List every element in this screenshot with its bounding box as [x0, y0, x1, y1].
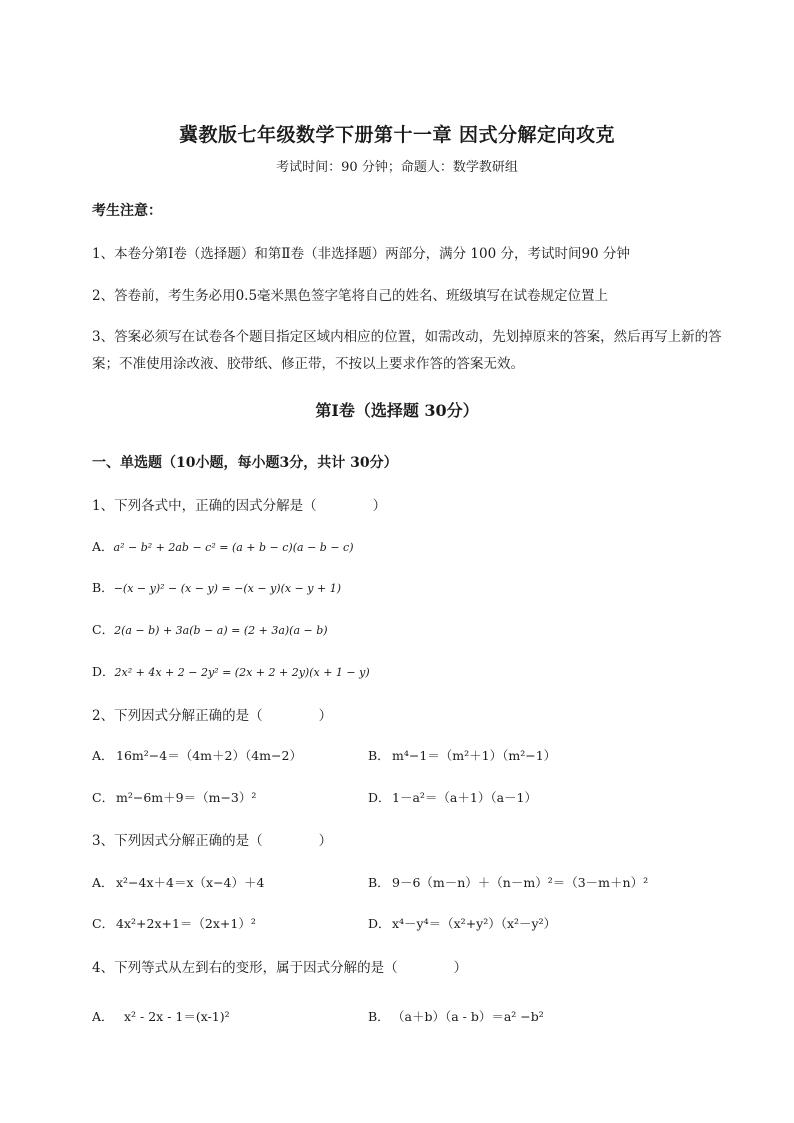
notice-item-3: 3、答案必须写在试卷各个题目指定区域内相应的位置，如需改动，先划掉原来的答案，然后再写上新的答案；不准使用涂改液、胶带纸、修正带，不按以上要求作答的答案无效。 — [92, 329, 722, 372]
question-2-stem — [92, 704, 332, 724]
question-3-option-d-text: x⁴－y⁴＝（x²+y²）（x²－y²） — [392, 916, 557, 931]
question-3-option-a: A． — [92, 875, 114, 890]
notice-heading: 考生注意： — [92, 203, 162, 219]
question-3-option-c-text: 4x²+2x+1＝（2x+1）² — [116, 916, 256, 931]
question-2-paren-end: ） — [318, 708, 333, 724]
option-formula: a² − b² + 2ab − c² = (a + b − c)(a − b − c) — [113, 541, 354, 554]
question-4-option-a-text: x² - 2x - 1＝(x-1)² — [124, 1009, 230, 1024]
question-3-text: 3、下列因式分解正确的是（ — [92, 833, 263, 849]
option-label: B． — [92, 580, 114, 595]
question-2-option-b-text: m⁴−1＝（m²＋1）（m²−1） — [392, 748, 557, 763]
question-1-stem — [92, 494, 386, 514]
question-2-text: 2、下列因式分解正确的是（ — [92, 708, 263, 724]
question-1-paren-end: ） — [372, 498, 387, 514]
question-2-option-b: B． — [368, 748, 390, 763]
exam-info: 考试时间：90 分钟；命题人：数学教研组 — [276, 160, 518, 175]
option-label: D． — [92, 664, 115, 679]
option-formula: 2x² + 4x + 2 − 2y² = (2x + 2 + 2y)(x + 1 − y) — [114, 666, 370, 679]
page-title: 冀教版七年级数学下册第十一章 因式分解定向攻克 — [178, 124, 616, 146]
option-formula: 2(a − b) + 3a(b − a) = (2 + 3a)(a − b) — [114, 624, 328, 637]
option-formula: −(x − y)² − (x − y) = −(x − y)(x − y + 1) — [113, 582, 342, 595]
question-2-option-d: D． — [368, 790, 391, 805]
question-2-option-c: C． — [92, 790, 115, 805]
question-3-paren-end: ） — [318, 833, 333, 849]
section-title: 第Ⅰ卷（选择题 30分） — [315, 401, 479, 420]
question-4-stem — [92, 956, 467, 976]
question-2-option-d-text: 1－a²＝（a＋1）（a－1） — [392, 790, 537, 805]
question-3-option-b: B． — [368, 875, 390, 890]
question-4-option-b-text: （a＋b）（a - b）＝a² −b² — [392, 1009, 544, 1024]
option-label: C． — [92, 622, 115, 637]
question-4-paren-end: ） — [453, 960, 468, 976]
question-1-option-c — [92, 620, 328, 638]
question-3-option-d: D． — [368, 916, 391, 931]
option-label: A． — [92, 539, 114, 554]
notice-item-1: 1、本卷分第Ⅰ卷（选择题）和第Ⅱ卷（非选择题）两部分，满分 100 分，考试时间90 分钟 — [92, 246, 630, 262]
part-heading: 一、单选题（10小题，每小题3分，共计 30分） — [92, 455, 398, 471]
question-1-option-b — [92, 578, 341, 596]
question-4-text: 4、下列等式从左到右的变形，属于因式分解的是（ — [92, 960, 398, 976]
question-3-option-a-text: x²−4x＋4＝x（x−4）＋4 — [116, 875, 265, 890]
question-1-option-d — [92, 662, 370, 680]
question-1-text: 1、下列各式中，正确的因式分解是（ — [92, 498, 317, 514]
question-2-option-c-text: m²−6m＋9＝（m−3）² — [116, 790, 257, 805]
question-3-option-c: C． — [92, 916, 115, 931]
question-3-option-b-text: 9－6（m－n）＋（n－m）²＝（3－m＋n）² — [392, 875, 649, 890]
question-4-option-b: B． — [368, 1009, 390, 1024]
question-4-option-a: A． — [92, 1009, 114, 1024]
question-1-option-a — [92, 537, 354, 555]
question-3-stem — [92, 829, 332, 849]
notice-item-2: 2、答卷前，考生务必用0.5毫米黑色签字笔将自己的姓名、班级填写在试卷规定位置上 — [92, 288, 609, 304]
question-2-option-a-text: 16m²−4＝（4m＋2）（4m−2） — [116, 748, 302, 763]
question-2-option-a: A． — [92, 748, 114, 763]
